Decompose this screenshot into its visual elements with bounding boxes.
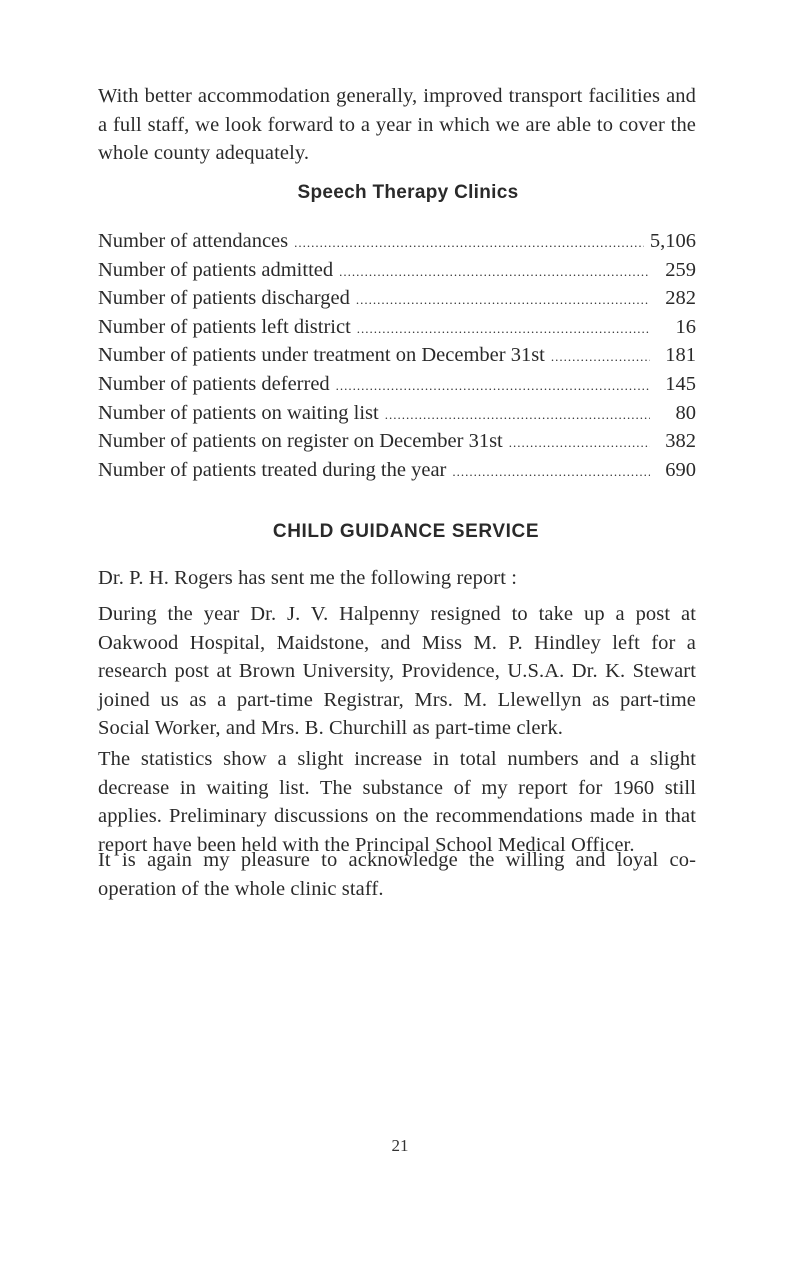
dot-leader	[356, 286, 650, 315]
stat-row-discharged	[98, 284, 696, 313]
intro-paragraph: With better accommodation generally, improved transport facilities and a full staff, we look forward to a year in which we are able to cover the whole county adequately.	[98, 85, 696, 164]
stat-label: Number of patients on waiting list	[98, 401, 379, 424]
child-guidance-paragraph-statistics: The statistics show a slight increase in total numbers and a slight decrease in waiting list. The substance of my report for 1960 still applies. Preliminary discussions on the recommendations made in that report have been held with the Principal School Medical Officer.	[98, 748, 696, 856]
stat-value: 690	[665, 458, 696, 481]
stat-value: 282	[665, 287, 696, 310]
stat-value: 259	[665, 258, 696, 281]
stat-row-treated-during-year	[98, 456, 696, 485]
stat-row-admitted	[98, 256, 696, 285]
stat-row-waiting-list	[98, 399, 696, 428]
stat-row-deferred	[98, 370, 696, 399]
stat-label: Number of patients left district	[98, 315, 351, 338]
stat-label: Number of patients deferred	[98, 372, 330, 395]
stat-row-under-treatment	[98, 341, 696, 370]
stat-label: Number of patients treated during the year	[98, 458, 447, 481]
dot-leader	[294, 229, 644, 258]
dot-leader	[336, 372, 650, 401]
stat-value: 16	[675, 315, 696, 338]
stat-label: Number of attendances	[98, 230, 289, 252]
dot-leader	[385, 401, 650, 430]
stat-label: Number of patients discharged	[98, 287, 350, 310]
stat-value: 80	[675, 401, 696, 424]
dot-leader	[357, 315, 650, 344]
report-intro-line: Dr. P. H. Rogers has sent me the following report :	[98, 567, 518, 589]
stat-value: 5,106	[649, 230, 696, 252]
speech-therapy-stats-list	[98, 227, 696, 484]
dot-leader	[509, 429, 650, 458]
stat-value: 382	[665, 430, 696, 453]
page-number: 21	[391, 1136, 409, 1155]
dot-leader	[551, 343, 650, 372]
dot-leader	[339, 258, 650, 287]
stat-row-on-register	[98, 427, 696, 456]
stat-row-left-district	[98, 313, 696, 342]
child-guidance-heading: CHILD GUIDANCE SERVICE	[272, 521, 540, 542]
stat-value: 181	[665, 344, 696, 367]
stat-value: 145	[665, 372, 696, 395]
stat-label: Number of patients under treatment on December 31st	[98, 344, 545, 367]
stat-label: Number of patients admitted	[98, 258, 334, 281]
speech-therapy-heading: Speech Therapy Clinics	[297, 182, 519, 203]
child-guidance-paragraph-acknowledgement: It is again my pleasure to acknowledge the willing and loyal co-operation of the whole clinic staff.	[98, 849, 696, 900]
dot-leader	[452, 458, 650, 487]
stat-row-attendances	[98, 227, 696, 256]
child-guidance-paragraph-staff: During the year Dr. J. V. Halpenny resigned to take up a post at Oakwood Hospital, Maidstone, and Miss M. P. Hindley left for a research post at Brown University, Providence, U.S.A. Dr. K. Stewart joined us as a part-time Registrar, Mrs. M. Llewellyn as part-time Social Worker, and Mrs. B. Churchill as part-time clerk.	[98, 603, 696, 739]
stat-label: Number of patients on register on December 31st	[98, 430, 503, 453]
